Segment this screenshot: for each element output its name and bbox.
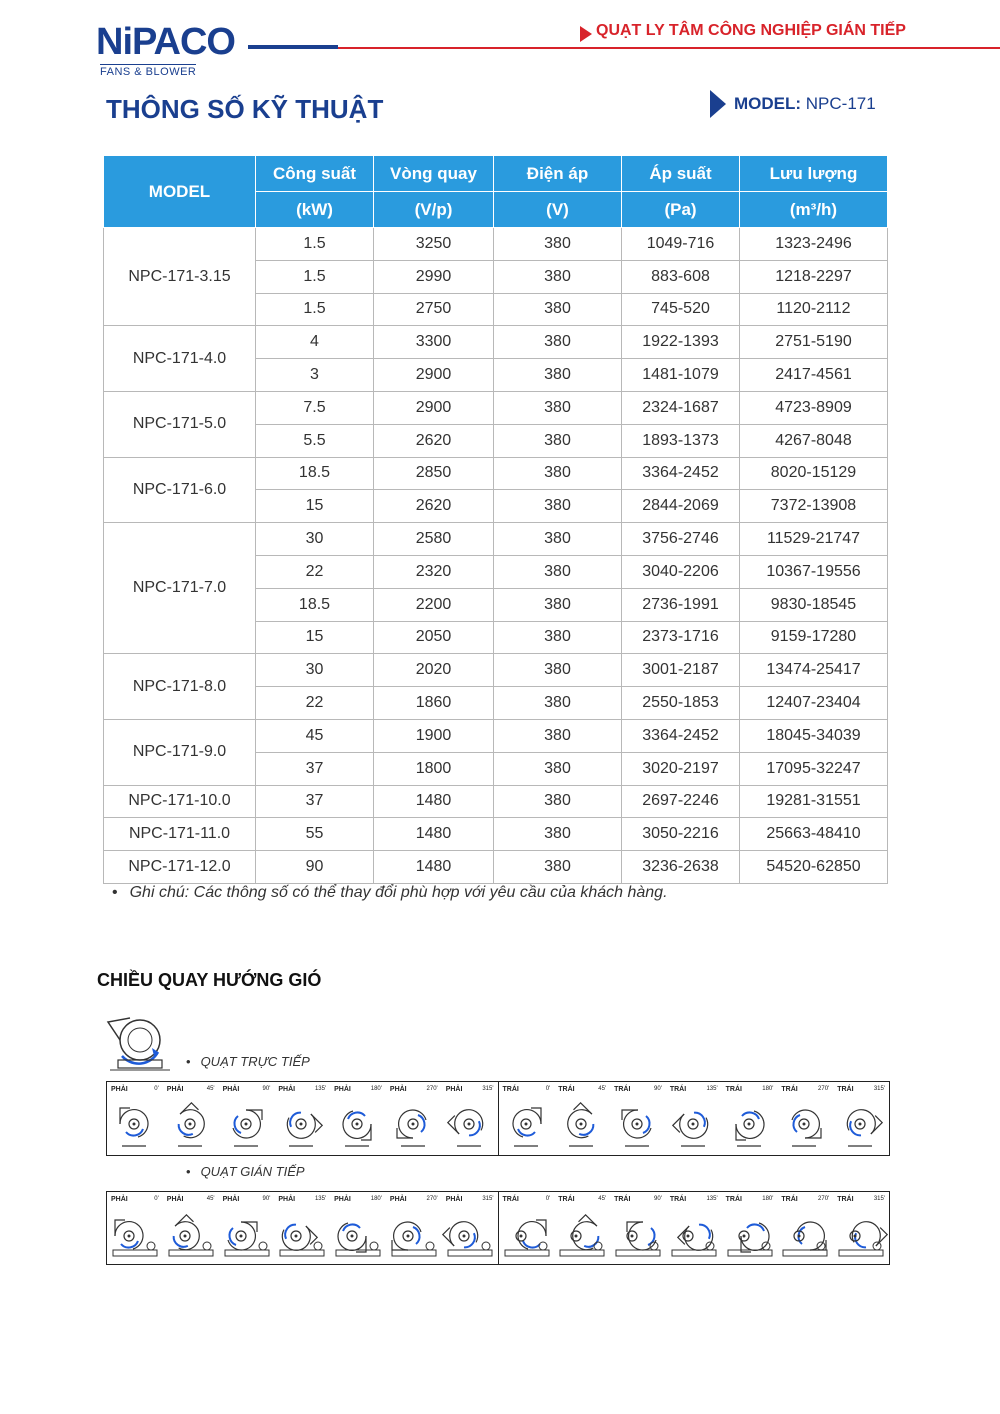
rotation-cell xyxy=(163,1082,219,1155)
speed-cell: 3250 xyxy=(374,228,494,261)
rotation-side-label: TRÁI xyxy=(781,1196,798,1203)
rotation-cell xyxy=(554,1082,610,1155)
fan-orientation-icon xyxy=(219,1206,274,1262)
flow-cell: 13474-25417 xyxy=(740,654,888,687)
pressure-cell: 1049-716 xyxy=(622,228,740,261)
rotation-angle-label: 135' xyxy=(314,1086,327,1092)
rotation-cell xyxy=(610,1192,666,1264)
power-cell: 7.5 xyxy=(256,391,374,424)
model-cell: NPC-171-11.0 xyxy=(104,818,256,851)
pressure-cell: 2550-1853 xyxy=(622,687,740,720)
table-row xyxy=(104,457,888,490)
rotation-side-label: TRÁI xyxy=(614,1086,631,1093)
flow-cell: 2751-5190 xyxy=(740,326,888,359)
rotation-angle-label: 0' xyxy=(545,1086,551,1092)
rotation-cell xyxy=(442,1082,498,1155)
direct-left-group xyxy=(499,1082,890,1155)
model-label xyxy=(734,94,876,114)
speed-cell: 2620 xyxy=(374,424,494,457)
voltage-cell: 380 xyxy=(494,424,622,457)
rotation-angle-label: 0' xyxy=(154,1086,159,1092)
rotation-cell xyxy=(722,1082,778,1155)
fan-orientation-icon xyxy=(777,1206,832,1262)
rotation-cell xyxy=(219,1192,275,1264)
speed-cell: 1800 xyxy=(374,752,494,785)
rotation-side-label: PHẢI xyxy=(222,1086,240,1093)
power-cell: 3 xyxy=(256,359,374,392)
rotation-side-label: PHẢI xyxy=(389,1086,407,1093)
rotation-cell xyxy=(386,1192,442,1264)
flow-cell: 11529-21747 xyxy=(740,523,888,556)
model-cell: NPC-171-3.15 xyxy=(104,228,256,326)
rotation-cell xyxy=(777,1082,833,1155)
fan-orientation-icon xyxy=(219,1096,274,1152)
table-row xyxy=(104,654,888,687)
model-cell: NPC-171-5.0 xyxy=(104,391,256,457)
header-pressure: Áp suất xyxy=(622,156,740,192)
power-cell: 15 xyxy=(256,490,374,523)
fan-orientation-icon xyxy=(499,1096,554,1152)
rotation-angle-label: 90' xyxy=(262,1196,271,1202)
speed-cell: 2020 xyxy=(374,654,494,687)
fan-orientation-icon xyxy=(610,1096,665,1152)
power-cell: 15 xyxy=(256,621,374,654)
rotation-angle-label: 315' xyxy=(482,1086,494,1092)
flow-cell: 2417-4561 xyxy=(740,359,888,392)
rotation-angle-label: 180' xyxy=(762,1196,774,1202)
unit-pressure: (Pa) xyxy=(622,192,740,228)
rotation-cell xyxy=(163,1192,219,1264)
speed-cell: 1860 xyxy=(374,687,494,720)
rotation-side-label: PHẢI xyxy=(166,1086,184,1093)
speed-cell: 2850 xyxy=(374,457,494,490)
rotation-angle-label: 270' xyxy=(426,1196,438,1202)
power-cell: 4 xyxy=(256,326,374,359)
speed-cell: 2050 xyxy=(374,621,494,654)
pressure-cell: 3020-2197 xyxy=(622,752,740,785)
power-cell: 22 xyxy=(256,555,374,588)
speed-cell: 2990 xyxy=(374,260,494,293)
voltage-cell: 380 xyxy=(494,490,622,523)
section-title: THÔNG SỐ KỸ THUẬT xyxy=(106,94,384,124)
power-cell: 18.5 xyxy=(256,588,374,621)
rotation-cell xyxy=(833,1082,889,1155)
indirect-fan-strip xyxy=(106,1191,890,1265)
voltage-cell: 380 xyxy=(494,687,622,720)
speed-cell: 2750 xyxy=(374,293,494,326)
power-cell: 1.5 xyxy=(256,260,374,293)
flow-cell: 12407-23404 xyxy=(740,687,888,720)
rotation-side-label: PHẢI xyxy=(278,1196,296,1203)
pressure-cell: 3756-2746 xyxy=(622,523,740,556)
pressure-cell: 1922-1393 xyxy=(622,326,740,359)
flow-cell: 17095-32247 xyxy=(740,752,888,785)
header-voltage: Điện áp xyxy=(494,156,622,192)
rotation-angle-label: 0' xyxy=(545,1196,551,1202)
header-arrow-icon xyxy=(580,26,592,42)
power-cell: 18.5 xyxy=(256,457,374,490)
fan-orientation-icon xyxy=(833,1206,888,1262)
model-label-value: NPC-171 xyxy=(805,94,876,113)
rotation-side-label: TRÁI xyxy=(725,1086,742,1093)
table-row xyxy=(104,719,888,752)
table-row xyxy=(104,818,888,851)
table-row xyxy=(104,326,888,359)
rotation-side-label: TRÁI xyxy=(837,1086,854,1093)
flow-cell: 8020-15129 xyxy=(740,457,888,490)
fan-orientation-icon xyxy=(722,1206,777,1262)
model-cell: NPC-171-8.0 xyxy=(104,654,256,720)
flow-cell: 4267-8048 xyxy=(740,424,888,457)
rotation-side-label: PHẢI xyxy=(445,1196,463,1203)
unit-speed: (V/p) xyxy=(374,192,494,228)
flow-cell: 19281-31551 xyxy=(740,785,888,818)
rotation-cell xyxy=(722,1192,778,1264)
rotation-cell xyxy=(499,1082,555,1155)
fan-orientation-icon xyxy=(499,1206,554,1262)
pressure-cell: 2373-1716 xyxy=(622,621,740,654)
table-row xyxy=(104,228,888,261)
pressure-cell: 883-608 xyxy=(622,260,740,293)
power-cell: 55 xyxy=(256,818,374,851)
fan-orientation-icon xyxy=(722,1096,777,1152)
rotation-angle-label: 135' xyxy=(706,1196,718,1202)
rotation-side-label: TRÁI xyxy=(558,1086,575,1093)
rotation-angle-label: 180' xyxy=(370,1196,382,1202)
speed-cell: 2580 xyxy=(374,523,494,556)
rotation-angle-label: 90' xyxy=(262,1086,271,1092)
rotation-cell xyxy=(833,1192,889,1264)
fan-orientation-icon xyxy=(610,1206,665,1262)
flow-cell: 7372-13908 xyxy=(740,490,888,523)
flow-cell: 1218-2297 xyxy=(740,260,888,293)
voltage-cell: 380 xyxy=(494,851,622,884)
flow-cell: 10367-19556 xyxy=(740,555,888,588)
table-row xyxy=(104,851,888,884)
voltage-cell: 380 xyxy=(494,523,622,556)
logo-text: NiPACO xyxy=(96,21,235,63)
fan-orientation-icon xyxy=(666,1206,721,1262)
fan-orientation-icon xyxy=(833,1096,888,1152)
power-cell: 90 xyxy=(256,851,374,884)
voltage-cell: 380 xyxy=(494,228,622,261)
spec-table xyxy=(103,155,888,884)
flow-cell: 1323-2496 xyxy=(740,228,888,261)
rotation-angle-label: 315' xyxy=(482,1196,494,1202)
model-cell: NPC-171-10.0 xyxy=(104,785,256,818)
voltage-cell: 380 xyxy=(494,555,622,588)
indirect-left-group xyxy=(499,1192,890,1264)
rotation-cell xyxy=(666,1082,722,1155)
power-cell: 37 xyxy=(256,785,374,818)
model-cell: NPC-171-12.0 xyxy=(104,851,256,884)
voltage-cell: 380 xyxy=(494,588,622,621)
fan-orientation-icon xyxy=(330,1096,385,1152)
unit-power: (kW) xyxy=(256,192,374,228)
rotation-cell xyxy=(274,1082,330,1155)
pressure-cell: 3040-2206 xyxy=(622,555,740,588)
voltage-cell: 380 xyxy=(494,260,622,293)
rotation-side-label: PHẢI xyxy=(334,1086,351,1093)
rotation-side-label: TRÁI xyxy=(669,1086,687,1093)
voltage-cell: 380 xyxy=(494,719,622,752)
fan-orientation-icon xyxy=(554,1206,609,1262)
voltage-cell: 380 xyxy=(494,621,622,654)
rotation-side-label: TRÁI xyxy=(725,1196,742,1203)
unit-flow: (m³/h) xyxy=(740,192,888,228)
fan-orientation-icon xyxy=(163,1206,218,1262)
speed-cell: 2620 xyxy=(374,490,494,523)
fan-orientation-icon xyxy=(442,1206,497,1262)
rotation-cell xyxy=(554,1192,610,1264)
rotation-angle-label: 270' xyxy=(818,1086,830,1092)
rotation-side-label: PHẢI xyxy=(222,1196,240,1203)
speed-cell: 1480 xyxy=(374,818,494,851)
rotation-angle-label: 45' xyxy=(206,1086,215,1092)
model-cell: NPC-171-4.0 xyxy=(104,326,256,392)
rotation-angle-label: 90' xyxy=(654,1086,662,1092)
indirect-fan-label: • QUẠT GIÁN TIẾP xyxy=(186,1164,305,1179)
rotation-side-label: TRÁI xyxy=(669,1196,687,1203)
rotation-angle-label: 270' xyxy=(426,1086,438,1092)
flow-cell: 9159-17280 xyxy=(740,621,888,654)
model-cell: NPC-171-6.0 xyxy=(104,457,256,523)
rotation-cell xyxy=(610,1082,666,1155)
direct-fan-label: • QUẠT TRỰC TIẾP xyxy=(186,1054,310,1069)
flow-cell: 18045-34039 xyxy=(740,719,888,752)
header-model: MODEL xyxy=(104,156,256,228)
voltage-cell: 380 xyxy=(494,457,622,490)
nipaco-logo xyxy=(96,21,256,78)
rotation-side-label: TRÁI xyxy=(558,1196,575,1203)
table-note: • Ghi chú: Các thông số có thể thay đổi phù hợp với yêu cầu của khách hàng. xyxy=(112,884,668,902)
fan-orientation-icon xyxy=(554,1096,609,1152)
fan-orientation-icon xyxy=(107,1096,162,1152)
indirect-right-group xyxy=(107,1192,499,1264)
rotation-angle-label: 90' xyxy=(654,1196,662,1202)
pressure-cell: 2844-2069 xyxy=(622,490,740,523)
rotation-cell xyxy=(107,1192,163,1264)
fan-diagram-icon xyxy=(100,1008,178,1074)
rotation-side-label: TRÁI xyxy=(502,1196,519,1203)
rotation-angle-label: 180' xyxy=(370,1086,382,1092)
fan-orientation-icon xyxy=(330,1206,385,1262)
pressure-cell: 745-520 xyxy=(622,293,740,326)
fan-orientation-icon xyxy=(777,1096,832,1152)
fan-orientation-icon xyxy=(666,1096,721,1152)
rotation-side-label: TRÁI xyxy=(502,1086,519,1093)
power-cell: 22 xyxy=(256,687,374,720)
flow-cell: 9830-18545 xyxy=(740,588,888,621)
power-cell: 1.5 xyxy=(256,228,374,261)
flow-cell: 4723-8909 xyxy=(740,391,888,424)
rotation-side-label: PHẢI xyxy=(111,1196,128,1203)
speed-cell: 1480 xyxy=(374,785,494,818)
direct-fan-strip xyxy=(106,1081,890,1156)
rotation-angle-label: 270' xyxy=(818,1196,830,1202)
fan-orientation-icon xyxy=(274,1096,329,1152)
voltage-cell: 380 xyxy=(494,752,622,785)
voltage-cell: 380 xyxy=(494,818,622,851)
fan-orientation-icon xyxy=(274,1206,329,1262)
voltage-cell: 380 xyxy=(494,326,622,359)
table-row xyxy=(104,785,888,818)
rotation-cell xyxy=(777,1192,833,1264)
voltage-cell: 380 xyxy=(494,654,622,687)
speed-cell: 2900 xyxy=(374,391,494,424)
model-label-key: MODEL: xyxy=(734,94,802,113)
rotation-angle-label: 0' xyxy=(154,1196,159,1202)
flow-cell: 54520-62850 xyxy=(740,851,888,884)
rotation-cell xyxy=(219,1082,275,1155)
header-flow: Lưu lượng xyxy=(740,156,888,192)
pressure-cell: 3236-2638 xyxy=(622,851,740,884)
rotation-cell xyxy=(274,1192,330,1264)
logo-subtitle: FANS & BLOWER xyxy=(100,66,197,78)
rotation-cell xyxy=(499,1192,555,1264)
rotation-side-label: PHẢI xyxy=(166,1196,184,1203)
speed-cell: 1480 xyxy=(374,851,494,884)
rotation-side-label: PHẢI xyxy=(334,1196,351,1203)
table-row xyxy=(104,391,888,424)
rotation-angle-label: 135' xyxy=(706,1086,718,1092)
power-cell: 30 xyxy=(256,654,374,687)
voltage-cell: 380 xyxy=(494,391,622,424)
rotation-angle-label: 315' xyxy=(873,1086,885,1092)
power-cell: 5.5 xyxy=(256,424,374,457)
model-arrow-icon xyxy=(710,90,726,118)
pressure-cell: 3364-2452 xyxy=(622,719,740,752)
rotation-side-label: TRÁI xyxy=(837,1196,854,1203)
speed-cell: 2900 xyxy=(374,359,494,392)
rotation-angle-label: 45' xyxy=(598,1196,607,1202)
rotation-cell xyxy=(666,1192,722,1264)
fan-orientation-icon xyxy=(386,1206,441,1262)
speed-cell: 1900 xyxy=(374,719,494,752)
header-divider-red xyxy=(338,47,1000,49)
flow-cell: 1120-2112 xyxy=(740,293,888,326)
rotation-angle-label: 315' xyxy=(873,1196,885,1202)
rotation-side-label: PHẢI xyxy=(278,1086,296,1093)
model-cell: NPC-171-9.0 xyxy=(104,719,256,785)
fan-orientation-icon xyxy=(107,1206,162,1262)
speed-cell: 2200 xyxy=(374,588,494,621)
model-cell: NPC-171-7.0 xyxy=(104,523,256,654)
header-speed: Vòng quay xyxy=(374,156,494,192)
rotation-angle-label: 45' xyxy=(206,1196,215,1202)
voltage-cell: 380 xyxy=(494,785,622,818)
fan-orientation-icon xyxy=(163,1096,218,1152)
rotation-angle-label: 135' xyxy=(314,1196,327,1202)
rotation-cell xyxy=(386,1082,442,1155)
power-cell: 37 xyxy=(256,752,374,785)
header-power: Công suất xyxy=(256,156,374,192)
power-cell: 30 xyxy=(256,523,374,556)
pressure-cell: 2697-2246 xyxy=(622,785,740,818)
table-row xyxy=(104,523,888,556)
direct-right-group xyxy=(107,1082,499,1155)
speed-cell: 3300 xyxy=(374,326,494,359)
pressure-cell: 1893-1373 xyxy=(622,424,740,457)
header-title: QUẠT LY TÂM CÔNG NGHIỆP GIÁN TIẾP xyxy=(596,22,906,39)
voltage-cell: 380 xyxy=(494,359,622,392)
fan-orientation-icon xyxy=(442,1096,497,1152)
voltage-cell: 380 xyxy=(494,293,622,326)
pressure-cell: 2736-1991 xyxy=(622,588,740,621)
rotation-angle-label: 180' xyxy=(762,1086,774,1092)
power-cell: 1.5 xyxy=(256,293,374,326)
fan-orientation-icon xyxy=(386,1096,441,1152)
rotation-side-label: TRÁI xyxy=(781,1086,798,1093)
header-divider-blue xyxy=(248,45,338,49)
pressure-cell: 3364-2452 xyxy=(622,457,740,490)
rotation-side-label: PHẢI xyxy=(111,1086,128,1093)
speed-cell: 2320 xyxy=(374,555,494,588)
power-cell: 45 xyxy=(256,719,374,752)
table-header-row xyxy=(104,156,888,192)
flow-cell: 25663-48410 xyxy=(740,818,888,851)
rotation-cell xyxy=(330,1192,386,1264)
rotation-cell xyxy=(107,1082,163,1155)
pressure-cell: 1481-1079 xyxy=(622,359,740,392)
pressure-cell: 3001-2187 xyxy=(622,654,740,687)
pressure-cell: 2324-1687 xyxy=(622,391,740,424)
unit-voltage: (V) xyxy=(494,192,622,228)
rotation-angle-label: 45' xyxy=(598,1086,607,1092)
rotation-title: CHIỀU QUAY HƯỚNG GIÓ xyxy=(97,970,322,990)
rotation-side-label: PHẢI xyxy=(389,1196,407,1203)
rotation-side-label: PHẢI xyxy=(445,1086,463,1093)
pressure-cell: 3050-2216 xyxy=(622,818,740,851)
rotation-cell xyxy=(330,1082,386,1155)
rotation-cell xyxy=(442,1192,498,1264)
rotation-side-label: TRÁI xyxy=(614,1196,631,1203)
